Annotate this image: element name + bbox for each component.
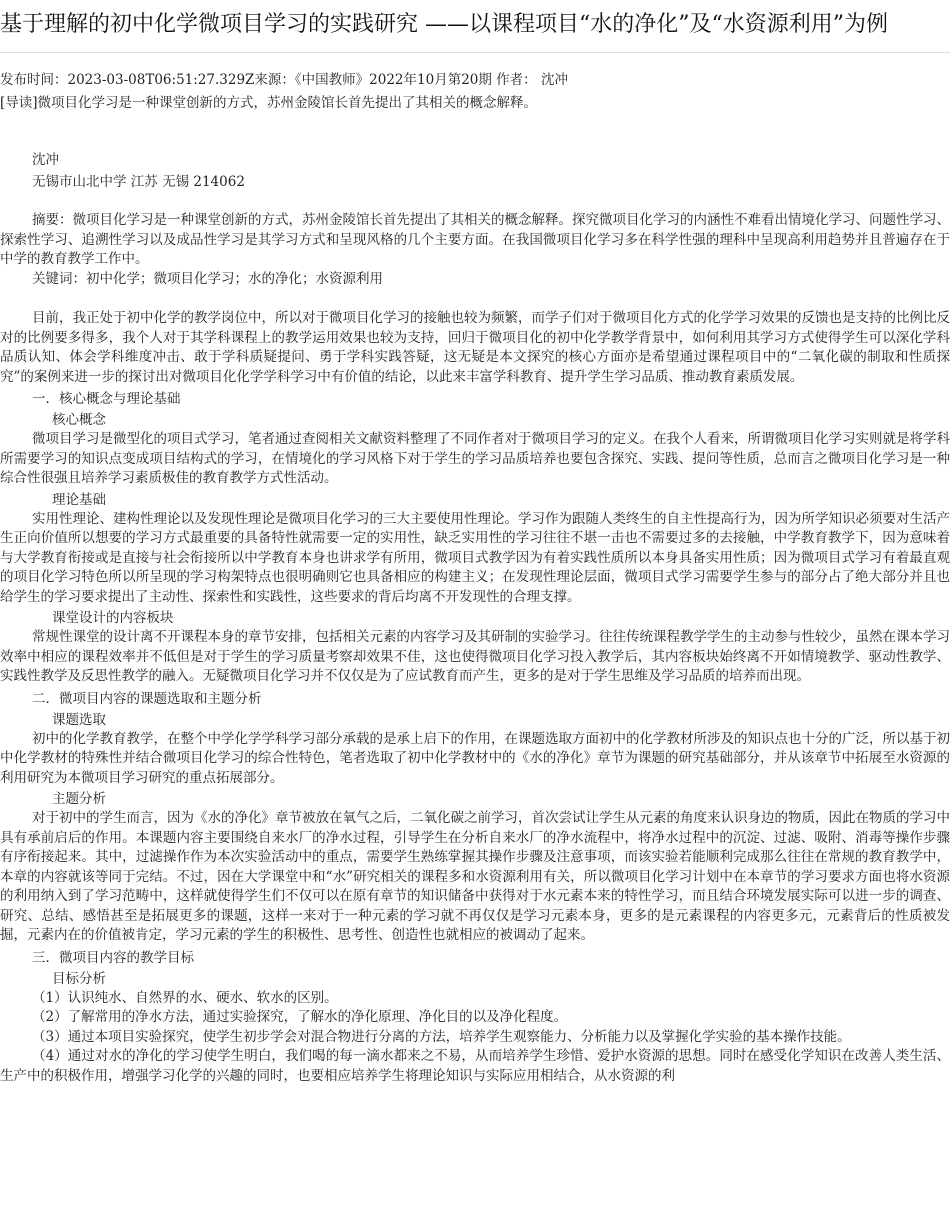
author-block — [0, 149, 950, 193]
objective-item: （3）通过本项目实验探究，使学生初步学会对混合物进行分离的方法，培养学生观察能力、分析能力以及掌握化学实验的基本操作技能。 — [32, 1028, 851, 1045]
article-body — [0, 211, 950, 1086]
intro-paragraph: 目前，我正处于初中化学的教学岗位中，所以对于微项目化学习的接触也较为频繁，而学子们对于微项目化方式的化学学习效果的反馈也是支持的比例比反对的比例要多得多，我个人对于其学科课程上的教学运用效果也较为支持，回归于微项目化的初中化学教学背景中，如何利用其学习方式使得学生可以深化学科品质认知、体会学科维度冲击、敢于学科质疑提问、勇于学科实践答疑，这无疑是本文探究的核心方面亦是希望通过课程项目中的“二氧化碳的制取和性质探究”的案例来进一步的探讨出对微项目化化学学科学习中有价值的结论，以此来丰富学科教育、提升学生学习品质、推动教育素质发展。 — [0, 310, 950, 385]
author-affiliation: 无锡市山北中学 江苏 无锡 214062 — [32, 174, 245, 190]
objective-item: （4）通过对水的净化的学习使学生明白，我们喝的每一滴水都来之不易，从而培养学生珍惜、爱护水资源的思想。同时在感受化学知识在改善人类生活、生产中的积极作用，增强学习化学的兴趣的同时，也要相应培养学生将理论知识与实际应用相结合，从水资源的利 — [0, 1048, 950, 1084]
article-meta: 发布时间：2023-03-08T06:51:27.329Z来源：《中国教师》2022年10月第20期 作者： 沈冲 — [0, 72, 568, 88]
keywords-paragraph: 关键词：初中化学；微项目化学习；水的净化；水资源利用 — [32, 270, 383, 287]
body-paragraph: 常规性课堂的设计离不开课程本身的章节安排，包括相关元素的内容学习及其研制的实验学习。往往传统课程教学学生的主动参与性较少，虽然在课本学习效率中相应的课程效率并不低但是对于学生的学习质量考察却效果不佳，这也使得微项目化学习投入教学后，其内容板块始终离不开如情境教学、驱动性教学、实践性教学及反思性教学的融入。无疑微项目化学习并不仅仅是为了应试教育而产生，更多的是对于学生思维及学习品质的培养而出现。 — [0, 629, 950, 684]
author-name: 沈冲 — [32, 152, 59, 168]
subsection-heading: 核心概念 — [52, 412, 106, 428]
body-paragraph: 实用性理论、建构性理论以及发现性理论是微项目化学习的三大主要使用性理论。学习作为跟随人类终生的自主性提高行为，因为所学知识必须要对生活产生正向价值所以想要的学习方式最重要的具备特性就需要一定的实用性，缺乏实用性的学习往往不堪一击也不需要过多的去接触，中学教育教学下，因为意味着与大学教育衔接或是直接与社会衔接所以中学教育本身也讲求学有所用，微项目式教学因为有着实践性质所以本身具备实用性质；因为微项目式学习有着最直观的项目化学习特色所以所呈现的学习构架特点也很明确则它也具备相应的构建主义；在发现性理论层面，微项目式学习需要学生参与的部分占了绝大部分并且也给学生的学习要求提出了主动性、探索性和实践性，这些要求的背后均离不开发现性的合理支撑。 — [0, 510, 950, 605]
body-paragraph: 对于初中的学生而言，因为《水的净化》章节被放在氧气之后，二氧化碳之前学习，首次尝试让学生从元素的角度来认识身边的物质，因此在物质的学习中具有承前启后的作用。本课题内容主要围绕自来水厂的净水过程，引导学生在分析自来水厂的净水流程中，将净水过程中的沉淀、过滤、吸附、消毒等操作步骤有序衔接起来。其中，过滤操作作为本次实验活动中的重点，需要学生熟练掌握其操作步骤及注意事项，而该实验若能顺利完成那么往往在常规的教育教学中，本章的内容就该等同于完结。不过，因在大学课堂中和“水”研究相关的课程多和水资源利用有关，所以微项目化学习计划中在本章节的学习要求方面也将水资源的利用纳入到了学习范畴中，这样就使得学生们不仅可以在原有章节的知识储备中获得对于水元素本来的特性学习，而且结合环境发展实际可以进一步的调查、研究、总结、感悟甚至是拓展更多的课题，这样一来对于一种元素的学习就不再仅仅是学习元素本身，更多的是元素课程的内容更多元，元素背后的性质被发掘，元素内在的价值被肯定，学习元素的学生的积极性、思考性、创造性也就相应的被调动了起来。 — [0, 810, 950, 943]
subsection-heading: 课堂设计的内容板块 — [52, 610, 174, 626]
objective-item: （2）了解常用的净水方法，通过实验探究，了解水的净化原理、净化目的以及净化程度。 — [32, 1009, 568, 1025]
paragraph-gap — [0, 289, 950, 309]
subsection-heading: 主题分析 — [52, 791, 106, 807]
objective-item: （1）认识纯水、自然界的水、硬水、软水的区别。 — [32, 989, 338, 1006]
subsection-heading: 课题选取 — [52, 711, 106, 728]
title-divider — [0, 52, 950, 53]
subsection-heading: 理论基础 — [52, 491, 106, 508]
abstract-paragraph: 摘要：微项目化学习是一种课堂创新的方式，苏州金陵馆长首先提出了其相关的概念解释。探究微项目化学习的内涵性不难看出情境化学习、问题性学习、探索性学习、追溯性学习以及成品性学习是其学习方式和呈现风格的几个主要方面。在我国微项目化学习多在科学性强的理科中呈现高利用趋势并且普遍存在于中学的教育教学工作中。 — [0, 212, 950, 267]
section-heading: 二．微项目内容的课题选取和主题分析 — [32, 690, 262, 707]
subsection-heading: 目标分析 — [52, 970, 106, 987]
body-paragraph: 初中的化学教育教学，在整个中学化学学科学习部分承载的是承上启下的作用，在课题选取方面初中的化学教材所涉及的知识点也十分的广泛，所以基于初中化学教材的特殊性并结合微项目化学习的综合性特色，笔者选取了初中化学教材中的《水的净化》章节为课题的研究基础部分，并从该章节中拓展至水资源的利用研究为本微项目学习研究的重点拓展部分。 — [0, 730, 950, 786]
article-title: 基于理解的初中化学微项目学习的实践研究 ——以课程项目“水的净化”及“水资源利用”为例 — [0, 12, 888, 37]
section-heading: 一．核心概念与理论基础 — [32, 391, 181, 407]
body-paragraph: 微项目学习是微型化的项目式学习，笔者通过查阅相关文献资料整理了不同作者对于微项目学习的定义。在我个人看来，所谓微项目化学习实则就是将学科所需要学习的知识点变成项目结构式的学习，在情境化的学习风格下对于学生的学习品质培养也要包含探究、实践、提问等性质，总而言之微项目化学习是一种综合性很强且培养学习素质极佳的教育教学方式性活动。 — [0, 431, 950, 486]
section-heading: 三．微项目内容的教学目标 — [32, 949, 194, 966]
article-lead: [导读]微项目化学习是一种课堂创新的方式，苏州金陵馆长首先提出了其相关的概念解释。 — [0, 95, 538, 111]
